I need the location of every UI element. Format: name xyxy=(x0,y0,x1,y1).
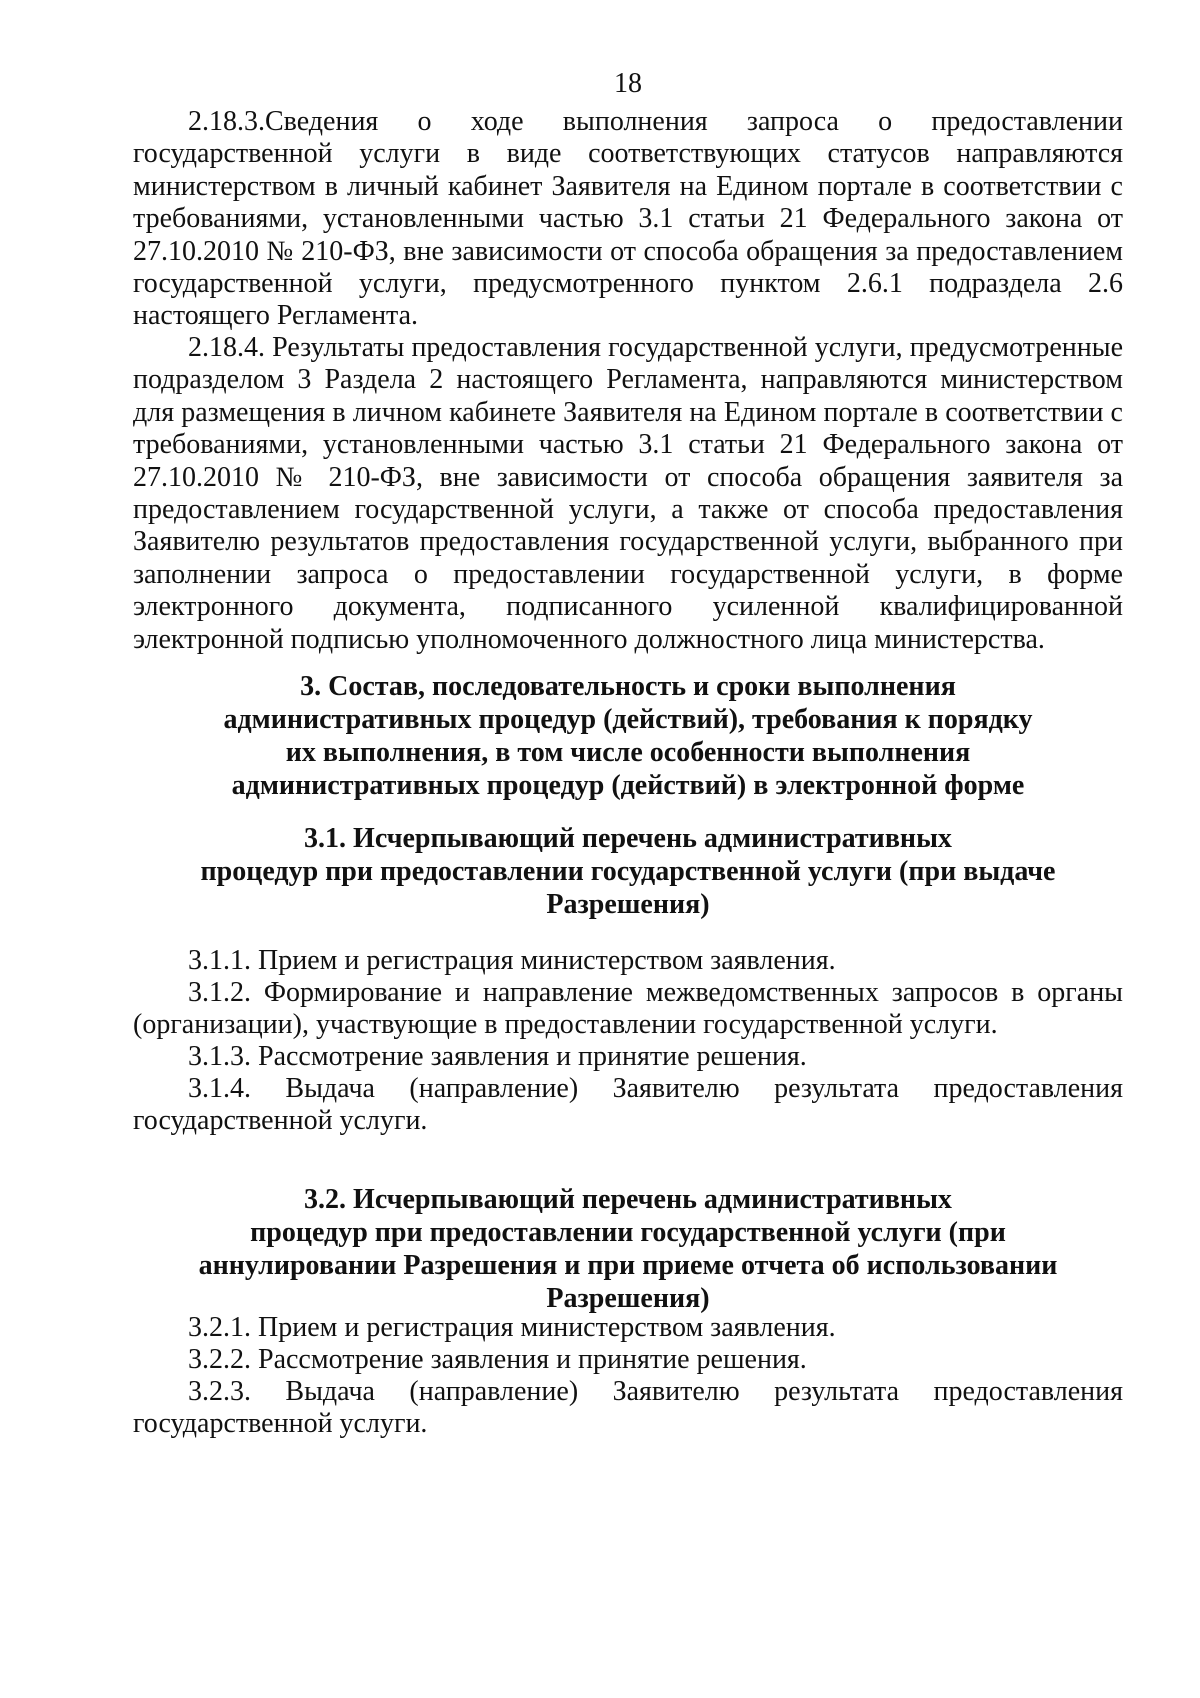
heading-line: Разрешения) xyxy=(546,1283,710,1314)
list-item-3-1-4: 3.1.4. Выдача (направление) Заявителю результата предоставления государственной услуги. xyxy=(133,1073,1123,1137)
list-item-3-1-2: 3.1.2. Формирование и направление межведомственных запросов в органы (организации), участвующие в предоставлении государственной услуги. xyxy=(133,977,1123,1041)
heading-line: 3.2. Исчерпывающий перечень административных xyxy=(304,1184,952,1215)
list-item-3-1-3: 3.1.3. Рассмотрение заявления и принятие решения. xyxy=(188,1041,807,1072)
list-item-3-2-3: 3.2.3. Выдача (направление) Заявителю результата предоставления государственной услуги. xyxy=(133,1376,1123,1440)
paragraph-2-18-4: 2.18.4. Результаты предоставления государственной услуги, предусмотренные подразделом 3 Раздела 2 настоящего Регламента, направляются министерством для размещения в личном кабинете Заявителя на Едином портале в соответствии с требованиями, установленными частью 3.1 статьи 21 Федерального закона от 27.10.2010 № 210-ФЗ, вне зависимости от способа обращения заявителя за предоставлением государственной услуги, а также от способа предоставления Заявителю результатов предоставления государственной услуги, выбранного при заполнении запроса о предоставлении государственной услуги, в форме электронного документа, подписанного усиленной квалифицированной электронной подписью уполномоченного должностного лица министерства. xyxy=(133,332,1123,655)
list-item-3-2-2: 3.2.2. Рассмотрение заявления и принятие решения. xyxy=(188,1344,807,1375)
heading-line: процедур при предоставлении государственной услуги (при выдаче xyxy=(200,856,1056,887)
heading-line: процедур при предоставлении государственной услуги (при xyxy=(250,1217,1006,1248)
heading-line: административных процедур (действий), требования к порядку xyxy=(223,704,1033,735)
heading-line: аннулировании Разрешения и при приеме отчета об использовании xyxy=(198,1250,1058,1281)
section-3-1-heading xyxy=(173,822,1083,921)
section-3-2-heading xyxy=(173,1183,1083,1315)
list-item-3-2-1: 3.2.1. Прием и регистрация министерством заявления. xyxy=(188,1312,836,1343)
heading-line: Разрешения) xyxy=(546,889,710,920)
heading-line: их выполнения, в том числе особенности выполнения xyxy=(285,737,971,768)
page-number: 18 xyxy=(614,68,642,99)
list-item-3-1-1: 3.1.1. Прием и регистрация министерством заявления. xyxy=(188,945,836,976)
section-3-heading xyxy=(173,670,1083,802)
heading-line: административных процедур (действий) в электронной форме xyxy=(231,770,1025,801)
paragraph-2-18-3: 2.18.3.Сведения о ходе выполнения запроса о предоставлении государственной услуги в виде соответствующих статусов направляются министерством в личный кабинет Заявителя на Едином портале в соответствии с требованиями, установленными частью 3.1 статьи 21 Федерального закона от 27.10.2010 № 210-ФЗ, вне зависимости от способа обращения за предоставлением государственной услуги, предусмотренного пунктом 2.6.1 подраздела 2.6 настоящего Регламента. xyxy=(133,106,1123,332)
heading-line: 3.1. Исчерпывающий перечень административных xyxy=(304,823,952,854)
heading-line: 3. Состав, последовательность и сроки выполнения xyxy=(300,671,956,702)
